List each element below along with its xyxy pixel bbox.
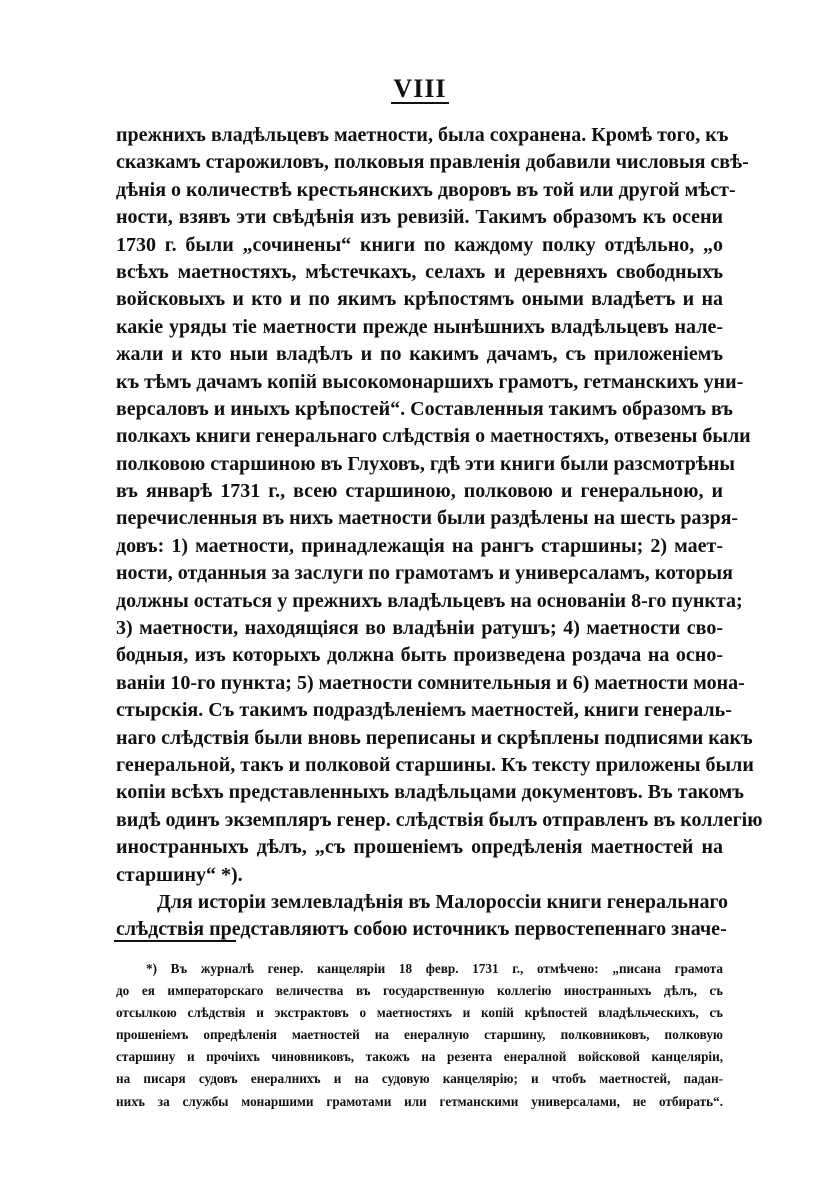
body-line: 3) маетности, находящіяся во владѣніи ратушъ; 4) маетности сво- bbox=[116, 617, 723, 640]
footnote-divider bbox=[114, 940, 236, 942]
body-line: войсковыхъ и кто и по якимъ крѣпостямъ оными владѣетъ и на bbox=[116, 288, 723, 311]
body-line: 1730 г. были „сочинены“ книги по каждому полку отдѣльно, „о bbox=[116, 233, 723, 256]
body-line: дѣнія о количествѣ крестьянскихъ дворовъ въ той или другой мѣст- bbox=[116, 178, 736, 201]
footnote-line: старшину и прочіихъ чиновниковъ, такожъ на резента енералной войсковой канцеляріи, bbox=[116, 1049, 723, 1065]
footnote-line: отсылкою слѣдствія и экстрактовъ о маетностяхъ и копій крѣпостей владѣльческихъ, съ bbox=[116, 1005, 723, 1021]
page-number-text: VIII bbox=[393, 74, 447, 103]
footnote-line: *) Въ журналѣ генер. канцеляріи 18 февр. 1731 г., отмѣчено: „писана грамота bbox=[146, 961, 723, 976]
body-line: версаловъ и иныхъ крѣпостей“. Составленныя такимъ образомъ въ bbox=[116, 397, 733, 420]
body-line: стырскія. Съ такимъ подраздѣленіемъ маетностей, книги генераль- bbox=[116, 699, 732, 722]
body-line: къ тѣмъ дачамъ копій высокомонаршихъ грамотъ, гетманскихъ уни- bbox=[116, 370, 744, 393]
body-line: въ январѣ 1731 г., всею старшиною, полковою и генеральною, и bbox=[116, 480, 723, 503]
body-line: полкахъ книги генеральнаго слѣдствія о маетностяхъ, отвезены были bbox=[116, 425, 751, 448]
body-text bbox=[116, 122, 763, 944]
body-line: иностранныхъ дѣлъ, „съ прошеніемъ опредѣленія маетностей на bbox=[116, 836, 723, 859]
body-line: наго слѣдствія были вновь переписаны и скрѣплены подписями какъ bbox=[116, 726, 753, 749]
body-line: Для исторіи землевладѣнія въ Малороссіи книги генеральнаго bbox=[157, 890, 729, 913]
body-line: перечисленныя въ нихъ маетности были раздѣлены на шесть разря- bbox=[116, 507, 739, 530]
body-line: всѣхъ маетностяхъ, мѣстечкахъ, селахъ и деревняхъ свободныхъ bbox=[116, 260, 723, 283]
body-line: довъ: 1) маетности, принадлежащія на рангъ старшины; 2) мает- bbox=[116, 534, 723, 557]
body-line: ности, отданныя за заслуги по грамотамъ и универсаламъ, которыя bbox=[116, 562, 733, 585]
body-line: прежнихъ владѣльцевъ маетности, была сохранена. Кромѣ того, къ bbox=[116, 124, 729, 146]
body-line: слѣдствія представляютъ собою источникъ первостепеннаго значе- bbox=[116, 918, 727, 941]
body-line: бодныя, изъ которыхъ должна быть произведена роздача на осно- bbox=[116, 644, 723, 667]
body-line: сказкамъ старожиловъ, полковыя правленія добавили числовыя свѣ- bbox=[116, 151, 749, 174]
body-line: полковою старшиною въ Глуховъ, гдѣ эти книги были разсмотрѣны bbox=[116, 452, 736, 475]
body-line: ности, взявъ эти свѣдѣнія изъ ревизій. Такимъ образомъ къ осени bbox=[116, 206, 723, 229]
page-number bbox=[0, 74, 840, 104]
body-line: должны остаться у прежнихъ владѣльцевъ на основаніи 8-го пункта; bbox=[116, 589, 743, 612]
body-line: какіе уряды тіе маетности прежде нынѣшнихъ владѣльцевъ нале- bbox=[116, 315, 723, 338]
body-line: генеральной, такъ и полковой старшины. Къ тексту приложены были bbox=[116, 753, 754, 776]
body-line: старшину“ *). bbox=[116, 863, 243, 886]
footnote-line: нихъ за службы монаршими грамотами или гетманскими универсалами, не отбирать“. bbox=[116, 1093, 723, 1109]
body-line: ваніи 10-го пункта; 5) маетности сомнительныя и 6) маетности мона- bbox=[116, 671, 745, 694]
footnote-line: прошеніемъ опредѣленія маетностей на енералную старшину, полковниковъ, полковую bbox=[116, 1027, 723, 1043]
body-line: видѣ одинъ экземпляръ генер. слѣдствія былъ отправленъ въ коллегію bbox=[116, 808, 763, 831]
footnote-line: на писаря судовъ енералнихъ и на судовую канцелярію; и чтобъ маетностей, падан- bbox=[116, 1071, 723, 1087]
body-line: копіи всѣхъ представленныхъ владѣльцами документовъ. Въ такомъ bbox=[116, 781, 744, 804]
footnote bbox=[116, 958, 723, 1113]
footnote-line: до ея императорскаго величества въ государственную коллегію иностранныхъ дѣлъ, съ bbox=[116, 983, 723, 999]
body-line: жали и кто ныи владѣлъ и по какимъ дачамъ, съ приложеніемъ bbox=[116, 343, 723, 366]
